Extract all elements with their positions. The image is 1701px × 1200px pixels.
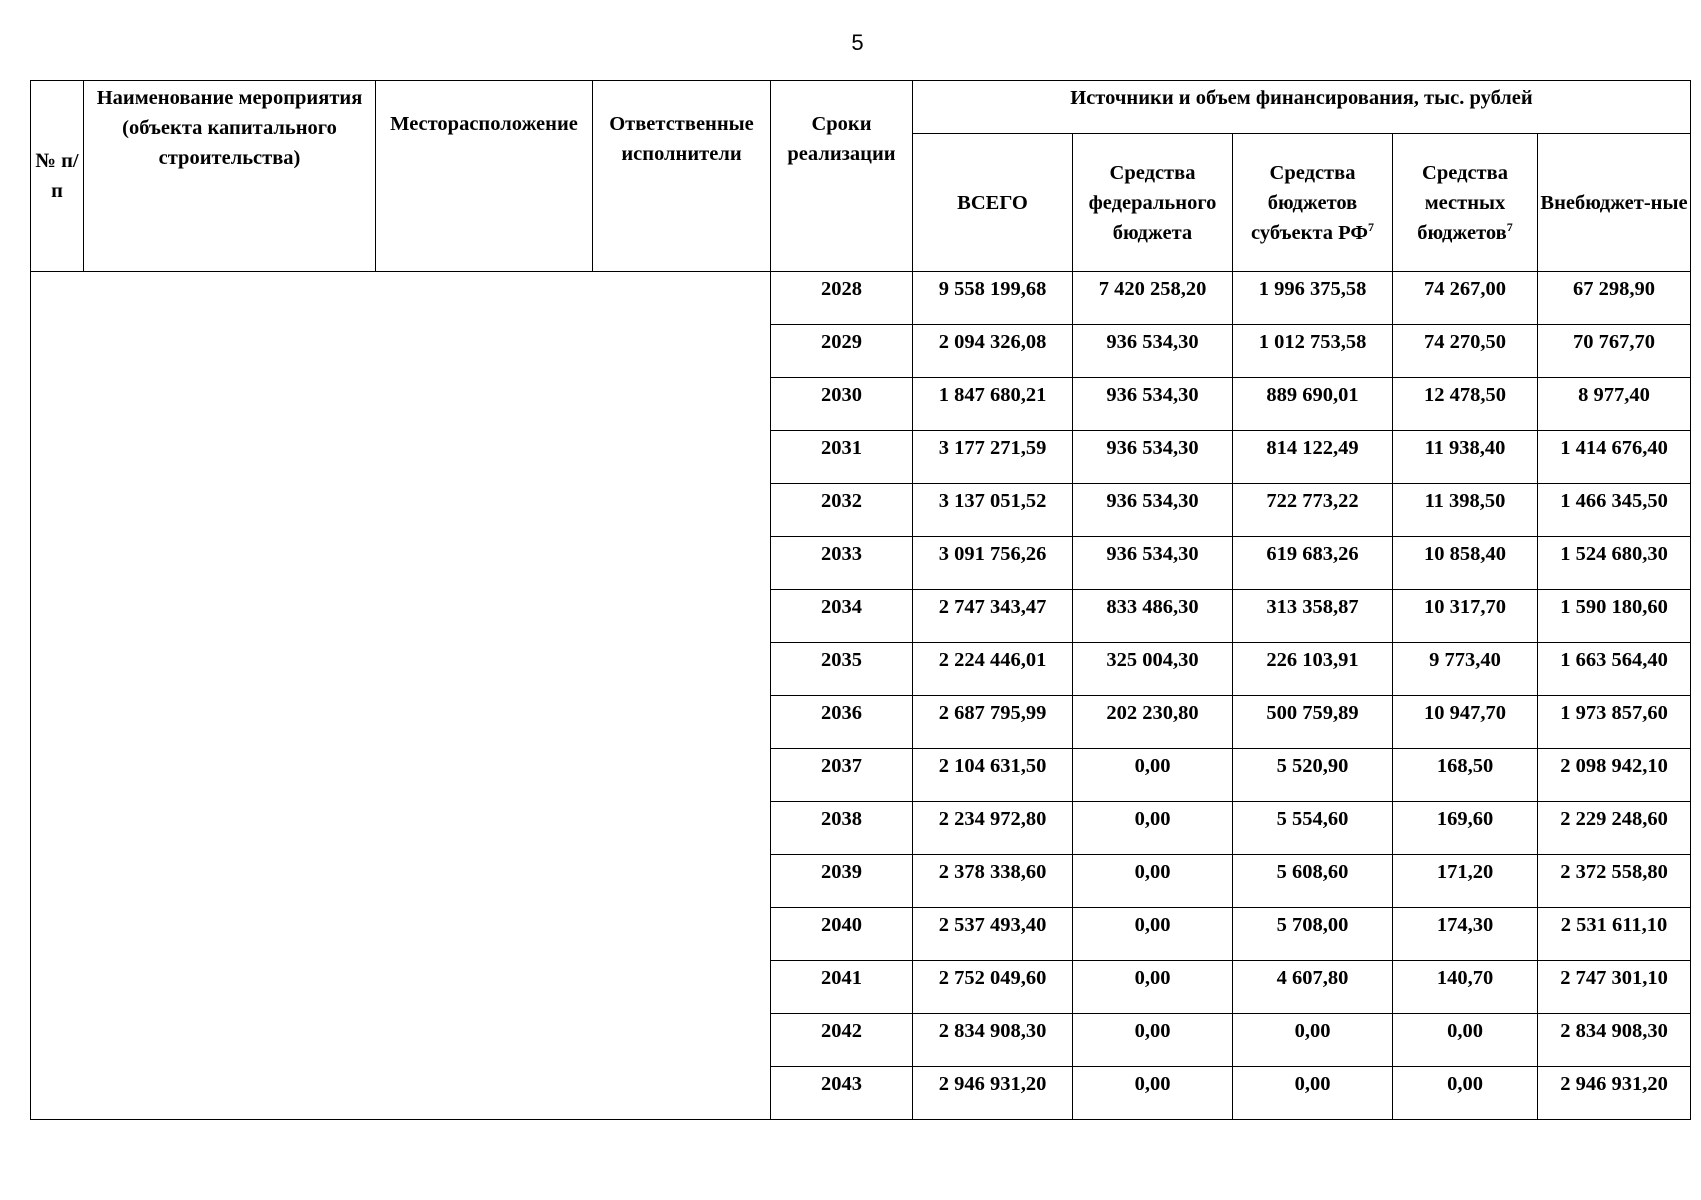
cell-year: 2035	[771, 643, 913, 696]
cell-offbudget: 2 372 558,80	[1538, 855, 1691, 908]
cell-offbudget: 2 098 942,10	[1538, 749, 1691, 802]
cell-federal: 0,00	[1073, 908, 1233, 961]
header-sources: Источники и объем финансирования, тыс. рублей	[913, 81, 1691, 134]
cell-offbudget: 70 767,70	[1538, 325, 1691, 378]
cell-regional: 4 607,80	[1233, 961, 1393, 1014]
table-body	[31, 272, 1691, 1120]
cell-year: 2038	[771, 802, 913, 855]
cell-local: 10 317,70	[1393, 590, 1538, 643]
cell-total: 2 747 343,47	[913, 590, 1073, 643]
cell-regional: 5 554,60	[1233, 802, 1393, 855]
cell-local: 174,30	[1393, 908, 1538, 961]
cell-total: 2 687 795,99	[913, 696, 1073, 749]
cell-local: 74 267,00	[1393, 272, 1538, 325]
cell-federal: 0,00	[1073, 1014, 1233, 1067]
cell-federal: 0,00	[1073, 855, 1233, 908]
cell-offbudget: 1 973 857,60	[1538, 696, 1691, 749]
cell-federal: 936 534,30	[1073, 537, 1233, 590]
cell-year: 2034	[771, 590, 913, 643]
cell-local: 12 478,50	[1393, 378, 1538, 431]
cell-regional: 722 773,22	[1233, 484, 1393, 537]
cell-local: 169,60	[1393, 802, 1538, 855]
cell-total: 2 094 326,08	[913, 325, 1073, 378]
cell-local: 171,20	[1393, 855, 1538, 908]
merged-empty-cell	[31, 272, 771, 1120]
cell-local: 0,00	[1393, 1014, 1538, 1067]
cell-total: 2 378 338,60	[913, 855, 1073, 908]
cell-local: 140,70	[1393, 961, 1538, 1014]
cell-year: 2029	[771, 325, 913, 378]
cell-year: 2028	[771, 272, 913, 325]
cell-regional: 226 103,91	[1233, 643, 1393, 696]
cell-year: 2037	[771, 749, 913, 802]
cell-year: 2039	[771, 855, 913, 908]
header-local-label: Средства местных бюджетов	[1417, 161, 1508, 244]
cell-federal: 833 486,30	[1073, 590, 1233, 643]
cell-local: 10 858,40	[1393, 537, 1538, 590]
cell-regional: 619 683,26	[1233, 537, 1393, 590]
footnote-ref: 7	[1506, 219, 1513, 234]
cell-offbudget: 8 977,40	[1538, 378, 1691, 431]
cell-total: 1 847 680,21	[913, 378, 1073, 431]
header-period: Сроки реализации	[771, 81, 913, 272]
cell-federal: 936 534,30	[1073, 484, 1233, 537]
cell-total: 3 091 756,26	[913, 537, 1073, 590]
header-num: № п/п	[31, 81, 84, 272]
cell-total: 2 752 049,60	[913, 961, 1073, 1014]
cell-local: 11 938,40	[1393, 431, 1538, 484]
cell-offbudget: 1 414 676,40	[1538, 431, 1691, 484]
header-regional-label: Средства бюджетов субъекта РФ	[1251, 161, 1368, 244]
cell-total: 3 177 271,59	[913, 431, 1073, 484]
header-location: Месторасположение	[376, 81, 593, 272]
cell-total: 2 834 908,30	[913, 1014, 1073, 1067]
cell-federal: 936 534,30	[1073, 431, 1233, 484]
cell-federal: 936 534,30	[1073, 325, 1233, 378]
cell-federal: 0,00	[1073, 802, 1233, 855]
cell-offbudget: 1 590 180,60	[1538, 590, 1691, 643]
cell-offbudget: 2 946 931,20	[1538, 1067, 1691, 1120]
cell-year: 2043	[771, 1067, 913, 1120]
table-row	[31, 272, 1691, 325]
header-responsible: Ответственные исполнители	[593, 81, 771, 272]
cell-local: 168,50	[1393, 749, 1538, 802]
cell-regional: 1 012 753,58	[1233, 325, 1393, 378]
cell-offbudget: 67 298,90	[1538, 272, 1691, 325]
header-regional	[1233, 134, 1393, 272]
cell-regional: 5 608,60	[1233, 855, 1393, 908]
cell-year: 2041	[771, 961, 913, 1014]
cell-regional: 0,00	[1233, 1067, 1393, 1120]
cell-year: 2030	[771, 378, 913, 431]
cell-regional: 889 690,01	[1233, 378, 1393, 431]
cell-total: 9 558 199,68	[913, 272, 1073, 325]
cell-offbudget: 2 531 611,10	[1538, 908, 1691, 961]
page-number: 5	[851, 30, 864, 55]
financing-table	[30, 80, 1691, 1120]
cell-total: 3 137 051,52	[913, 484, 1073, 537]
cell-regional: 814 122,49	[1233, 431, 1393, 484]
cell-local: 10 947,70	[1393, 696, 1538, 749]
cell-year: 2036	[771, 696, 913, 749]
cell-offbudget: 1 466 345,50	[1538, 484, 1691, 537]
cell-federal: 0,00	[1073, 961, 1233, 1014]
cell-total: 2 537 493,40	[913, 908, 1073, 961]
cell-local: 11 398,50	[1393, 484, 1538, 537]
header-total: ВСЕГО	[913, 134, 1073, 272]
cell-offbudget: 2 834 908,30	[1538, 1014, 1691, 1067]
cell-regional: 0,00	[1233, 1014, 1393, 1067]
header-offbudget: Внебюджет-ные	[1538, 134, 1691, 272]
header-federal: Средства федерального бюджета	[1073, 134, 1233, 272]
cell-local: 9 773,40	[1393, 643, 1538, 696]
cell-year: 2042	[771, 1014, 913, 1067]
cell-offbudget: 1 663 564,40	[1538, 643, 1691, 696]
cell-local: 74 270,50	[1393, 325, 1538, 378]
cell-offbudget: 2 229 248,60	[1538, 802, 1691, 855]
cell-total: 2 104 631,50	[913, 749, 1073, 802]
cell-year: 2032	[771, 484, 913, 537]
cell-total: 2 224 446,01	[913, 643, 1073, 696]
cell-regional: 313 358,87	[1233, 590, 1393, 643]
cell-offbudget: 2 747 301,10	[1538, 961, 1691, 1014]
cell-offbudget: 1 524 680,30	[1538, 537, 1691, 590]
cell-year: 2040	[771, 908, 913, 961]
cell-local: 0,00	[1393, 1067, 1538, 1120]
cell-regional: 1 996 375,58	[1233, 272, 1393, 325]
cell-total: 2 946 931,20	[913, 1067, 1073, 1120]
cell-federal: 202 230,80	[1073, 696, 1233, 749]
cell-regional: 5 708,00	[1233, 908, 1393, 961]
cell-regional: 500 759,89	[1233, 696, 1393, 749]
cell-year: 2031	[771, 431, 913, 484]
cell-federal: 936 534,30	[1073, 378, 1233, 431]
cell-federal: 0,00	[1073, 749, 1233, 802]
cell-total: 2 234 972,80	[913, 802, 1073, 855]
header-name: Наименование мероприятия (объекта капитального строительства)	[84, 81, 376, 272]
header-local	[1393, 134, 1538, 272]
footnote-ref: 7	[1367, 219, 1374, 234]
cell-federal: 325 004,30	[1073, 643, 1233, 696]
cell-federal: 0,00	[1073, 1067, 1233, 1120]
cell-year: 2033	[771, 537, 913, 590]
table-header	[31, 81, 1691, 272]
cell-regional: 5 520,90	[1233, 749, 1393, 802]
cell-federal: 7 420 258,20	[1073, 272, 1233, 325]
